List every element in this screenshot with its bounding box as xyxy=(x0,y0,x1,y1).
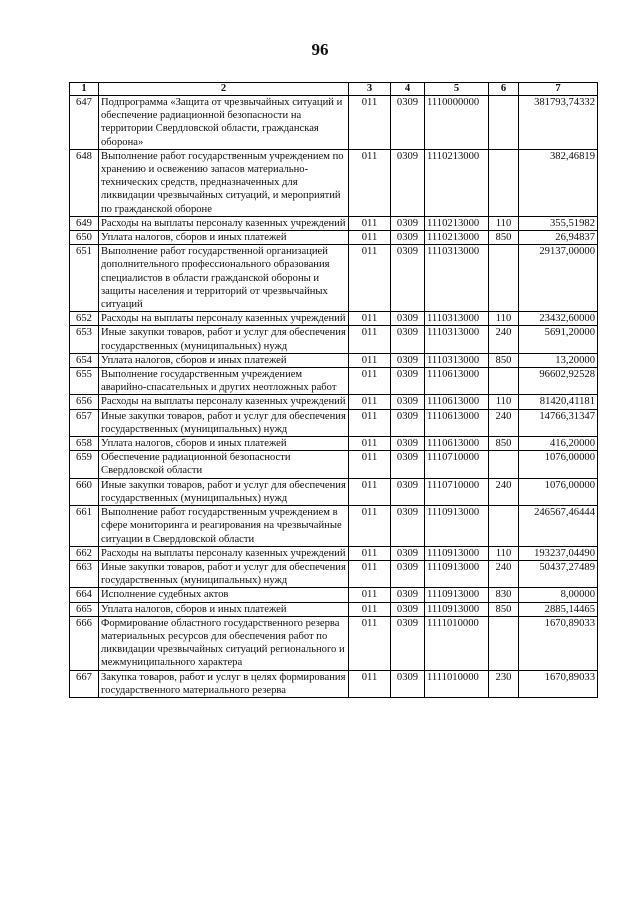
row-number: 660 xyxy=(70,478,99,505)
table-row xyxy=(70,602,598,616)
row-target-code: 1110913000 xyxy=(425,560,489,587)
row-amount: 50437,27489 xyxy=(519,560,598,587)
row-number: 647 xyxy=(70,96,99,150)
row-name: Выполнение работ государственной организацией дополнительного профессионального образования специалистов в области гражданской обороны и защиты населения и территорий от чрезвычайных ситуаций xyxy=(99,245,349,312)
header-row xyxy=(70,83,598,96)
column-header: 5 xyxy=(425,83,489,96)
row-number: 649 xyxy=(70,216,99,230)
row-amount: 382,46819 xyxy=(519,149,598,216)
row-section-code: 0309 xyxy=(391,368,425,395)
row-number: 652 xyxy=(70,312,99,326)
row-name: Иные закупки товаров, работ и услуг для обеспечения государственных (муниципальных) нужд xyxy=(99,478,349,505)
row-target-code: 1110613000 xyxy=(425,395,489,409)
row-ministry-code: 011 xyxy=(349,670,391,697)
row-expense-type: 240 xyxy=(489,560,519,587)
row-name: Выполнение работ государственным учреждением по хранению и освежению запасов материально-технических средств, предназначенных для ликвидации чрезвычайных ситуаций, и мероприятий по гражданской обороне xyxy=(99,149,349,216)
row-name: Расходы на выплаты персоналу казенных учреждений xyxy=(99,216,349,230)
row-ministry-code: 011 xyxy=(349,312,391,326)
row-amount: 23432,60000 xyxy=(519,312,598,326)
row-expense-type xyxy=(489,96,519,150)
table-row xyxy=(70,368,598,395)
row-ministry-code: 011 xyxy=(349,368,391,395)
row-section-code: 0309 xyxy=(391,312,425,326)
table-row xyxy=(70,588,598,602)
row-target-code: 1110213000 xyxy=(425,231,489,245)
row-section-code: 0309 xyxy=(391,96,425,150)
row-expense-type: 110 xyxy=(489,216,519,230)
row-expense-type xyxy=(489,506,519,547)
row-target-code: 1110313000 xyxy=(425,312,489,326)
table-row xyxy=(70,395,598,409)
row-number: 651 xyxy=(70,245,99,312)
row-expense-type: 230 xyxy=(489,670,519,697)
table-row xyxy=(70,670,598,697)
row-name: Обеспечение радиационной безопасности Свердловской области xyxy=(99,451,349,478)
row-target-code: 1110613000 xyxy=(425,437,489,451)
row-expense-type: 110 xyxy=(489,395,519,409)
row-number: 658 xyxy=(70,437,99,451)
row-ministry-code: 011 xyxy=(349,546,391,560)
table-row xyxy=(70,245,598,312)
row-number: 663 xyxy=(70,560,99,587)
budget-table xyxy=(69,82,598,698)
row-expense-type: 850 xyxy=(489,437,519,451)
row-expense-type: 110 xyxy=(489,546,519,560)
row-number: 650 xyxy=(70,231,99,245)
row-number: 648 xyxy=(70,149,99,216)
row-name: Формирование областного государственного резерва материальных ресурсов для обеспечения работ по ликвидации чрезвычайных ситуаций регионального и межмуниципального характера xyxy=(99,616,349,670)
row-target-code: 1110913000 xyxy=(425,506,489,547)
row-target-code: 1111010000 xyxy=(425,670,489,697)
row-amount: 193237,04490 xyxy=(519,546,598,560)
row-ministry-code: 011 xyxy=(349,588,391,602)
row-name: Иные закупки товаров, работ и услуг для обеспечения государственных (муниципальных) нужд xyxy=(99,409,349,436)
row-amount: 2885,14465 xyxy=(519,602,598,616)
row-section-code: 0309 xyxy=(391,409,425,436)
row-target-code: 1110913000 xyxy=(425,602,489,616)
row-name: Подпрограмма «Защита от чрезвычайных ситуаций и обеспечение радиационной безопасности на территории Свердловской области, гражданская оборона» xyxy=(99,96,349,150)
row-amount: 1670,89033 xyxy=(519,670,598,697)
row-target-code: 1111010000 xyxy=(425,616,489,670)
row-ministry-code: 011 xyxy=(349,437,391,451)
row-section-code: 0309 xyxy=(391,478,425,505)
row-expense-type: 850 xyxy=(489,353,519,367)
row-ministry-code: 011 xyxy=(349,395,391,409)
row-section-code: 0309 xyxy=(391,506,425,547)
row-section-code: 0309 xyxy=(391,231,425,245)
table-row xyxy=(70,353,598,367)
row-expense-type: 240 xyxy=(489,478,519,505)
row-number: 655 xyxy=(70,368,99,395)
row-amount: 1076,00000 xyxy=(519,478,598,505)
row-number: 665 xyxy=(70,602,99,616)
page-number: 96 xyxy=(311,40,329,59)
row-target-code: 1110710000 xyxy=(425,451,489,478)
row-number: 659 xyxy=(70,451,99,478)
row-section-code: 0309 xyxy=(391,546,425,560)
row-ministry-code: 011 xyxy=(349,560,391,587)
row-number: 667 xyxy=(70,670,99,697)
row-name: Расходы на выплаты персоналу казенных учреждений xyxy=(99,312,349,326)
row-number: 666 xyxy=(70,616,99,670)
row-number: 657 xyxy=(70,409,99,436)
row-section-code: 0309 xyxy=(391,602,425,616)
row-target-code: 1110913000 xyxy=(425,546,489,560)
row-amount: 416,20000 xyxy=(519,437,598,451)
row-expense-type xyxy=(489,451,519,478)
row-ministry-code: 011 xyxy=(349,616,391,670)
row-target-code: 1110613000 xyxy=(425,368,489,395)
row-section-code: 0309 xyxy=(391,670,425,697)
column-header: 3 xyxy=(349,83,391,96)
row-expense-type: 850 xyxy=(489,231,519,245)
table-row xyxy=(70,326,598,353)
row-amount: 26,94837 xyxy=(519,231,598,245)
row-target-code: 1110000000 xyxy=(425,96,489,150)
row-expense-type xyxy=(489,368,519,395)
row-expense-type: 830 xyxy=(489,588,519,602)
row-name: Иные закупки товаров, работ и услуг для обеспечения государственных (муниципальных) нужд xyxy=(99,560,349,587)
row-expense-type: 850 xyxy=(489,602,519,616)
table-row xyxy=(70,560,598,587)
row-target-code: 1110913000 xyxy=(425,588,489,602)
column-header: 1 xyxy=(70,83,99,96)
row-ministry-code: 011 xyxy=(349,326,391,353)
row-expense-type: 240 xyxy=(489,326,519,353)
table-row xyxy=(70,546,598,560)
row-name: Выполнение работ государственным учреждением в сфере мониторинга и реагирования на чрезвычайные ситуации в Свердловской области xyxy=(99,506,349,547)
row-section-code: 0309 xyxy=(391,216,425,230)
column-header: 4 xyxy=(391,83,425,96)
row-number: 661 xyxy=(70,506,99,547)
row-expense-type: 240 xyxy=(489,409,519,436)
row-number: 654 xyxy=(70,353,99,367)
row-section-code: 0309 xyxy=(391,245,425,312)
column-header: 7 xyxy=(519,83,598,96)
row-ministry-code: 011 xyxy=(349,602,391,616)
table-row xyxy=(70,437,598,451)
row-target-code: 1110213000 xyxy=(425,216,489,230)
row-amount: 96602,92528 xyxy=(519,368,598,395)
row-ministry-code: 011 xyxy=(349,506,391,547)
row-target-code: 1110613000 xyxy=(425,409,489,436)
row-ministry-code: 011 xyxy=(349,245,391,312)
row-target-code: 1110213000 xyxy=(425,149,489,216)
row-amount: 5691,20000 xyxy=(519,326,598,353)
row-expense-type xyxy=(489,245,519,312)
row-amount: 381793,74332 xyxy=(519,96,598,150)
row-target-code: 1110710000 xyxy=(425,478,489,505)
row-expense-type xyxy=(489,616,519,670)
row-ministry-code: 011 xyxy=(349,409,391,436)
row-name: Закупка товаров, работ и услуг в целях формирования государственного материального резерва xyxy=(99,670,349,697)
table-row xyxy=(70,231,598,245)
row-name: Иные закупки товаров, работ и услуг для обеспечения государственных (муниципальных) нужд xyxy=(99,326,349,353)
row-amount: 1670,89033 xyxy=(519,616,598,670)
row-name: Уплата налогов, сборов и иных платежей xyxy=(99,353,349,367)
row-expense-type xyxy=(489,149,519,216)
row-section-code: 0309 xyxy=(391,326,425,353)
row-ministry-code: 011 xyxy=(349,96,391,150)
row-amount: 14766,31347 xyxy=(519,409,598,436)
table-row xyxy=(70,96,598,150)
row-section-code: 0309 xyxy=(391,395,425,409)
row-section-code: 0309 xyxy=(391,616,425,670)
row-number: 656 xyxy=(70,395,99,409)
row-ministry-code: 011 xyxy=(349,231,391,245)
row-ministry-code: 011 xyxy=(349,353,391,367)
row-section-code: 0309 xyxy=(391,560,425,587)
row-expense-type: 110 xyxy=(489,312,519,326)
row-amount: 29137,00000 xyxy=(519,245,598,312)
table-row xyxy=(70,451,598,478)
row-name: Уплата налогов, сборов и иных платежей xyxy=(99,231,349,245)
row-ministry-code: 011 xyxy=(349,478,391,505)
row-ministry-code: 011 xyxy=(349,149,391,216)
row-section-code: 0309 xyxy=(391,353,425,367)
row-target-code: 1110313000 xyxy=(425,245,489,312)
column-header: 6 xyxy=(489,83,519,96)
table-row xyxy=(70,216,598,230)
table-row xyxy=(70,409,598,436)
row-amount: 246567,46444 xyxy=(519,506,598,547)
row-name: Исполнение судебных актов xyxy=(99,588,349,602)
row-amount: 1076,00000 xyxy=(519,451,598,478)
row-number: 664 xyxy=(70,588,99,602)
column-header: 2 xyxy=(99,83,349,96)
row-section-code: 0309 xyxy=(391,451,425,478)
row-name: Уплата налогов, сборов и иных платежей xyxy=(99,602,349,616)
row-target-code: 1110313000 xyxy=(425,326,489,353)
table-row xyxy=(70,616,598,670)
row-section-code: 0309 xyxy=(391,588,425,602)
row-amount: 355,51982 xyxy=(519,216,598,230)
row-name: Уплата налогов, сборов и иных платежей xyxy=(99,437,349,451)
row-ministry-code: 011 xyxy=(349,216,391,230)
table-row xyxy=(70,312,598,326)
row-amount: 8,00000 xyxy=(519,588,598,602)
row-section-code: 0309 xyxy=(391,149,425,216)
row-ministry-code: 011 xyxy=(349,451,391,478)
table-row xyxy=(70,149,598,216)
row-amount: 81420,41181 xyxy=(519,395,598,409)
row-target-code: 1110313000 xyxy=(425,353,489,367)
row-name: Расходы на выплаты персоналу казенных учреждений xyxy=(99,395,349,409)
row-amount: 13,20000 xyxy=(519,353,598,367)
table-row xyxy=(70,478,598,505)
row-number: 653 xyxy=(70,326,99,353)
row-number: 662 xyxy=(70,546,99,560)
row-name: Выполнение государственным учреждением аварийно-спасательных и других неотложных работ xyxy=(99,368,349,395)
row-section-code: 0309 xyxy=(391,437,425,451)
row-name: Расходы на выплаты персоналу казенных учреждений xyxy=(99,546,349,560)
table-row xyxy=(70,506,598,547)
